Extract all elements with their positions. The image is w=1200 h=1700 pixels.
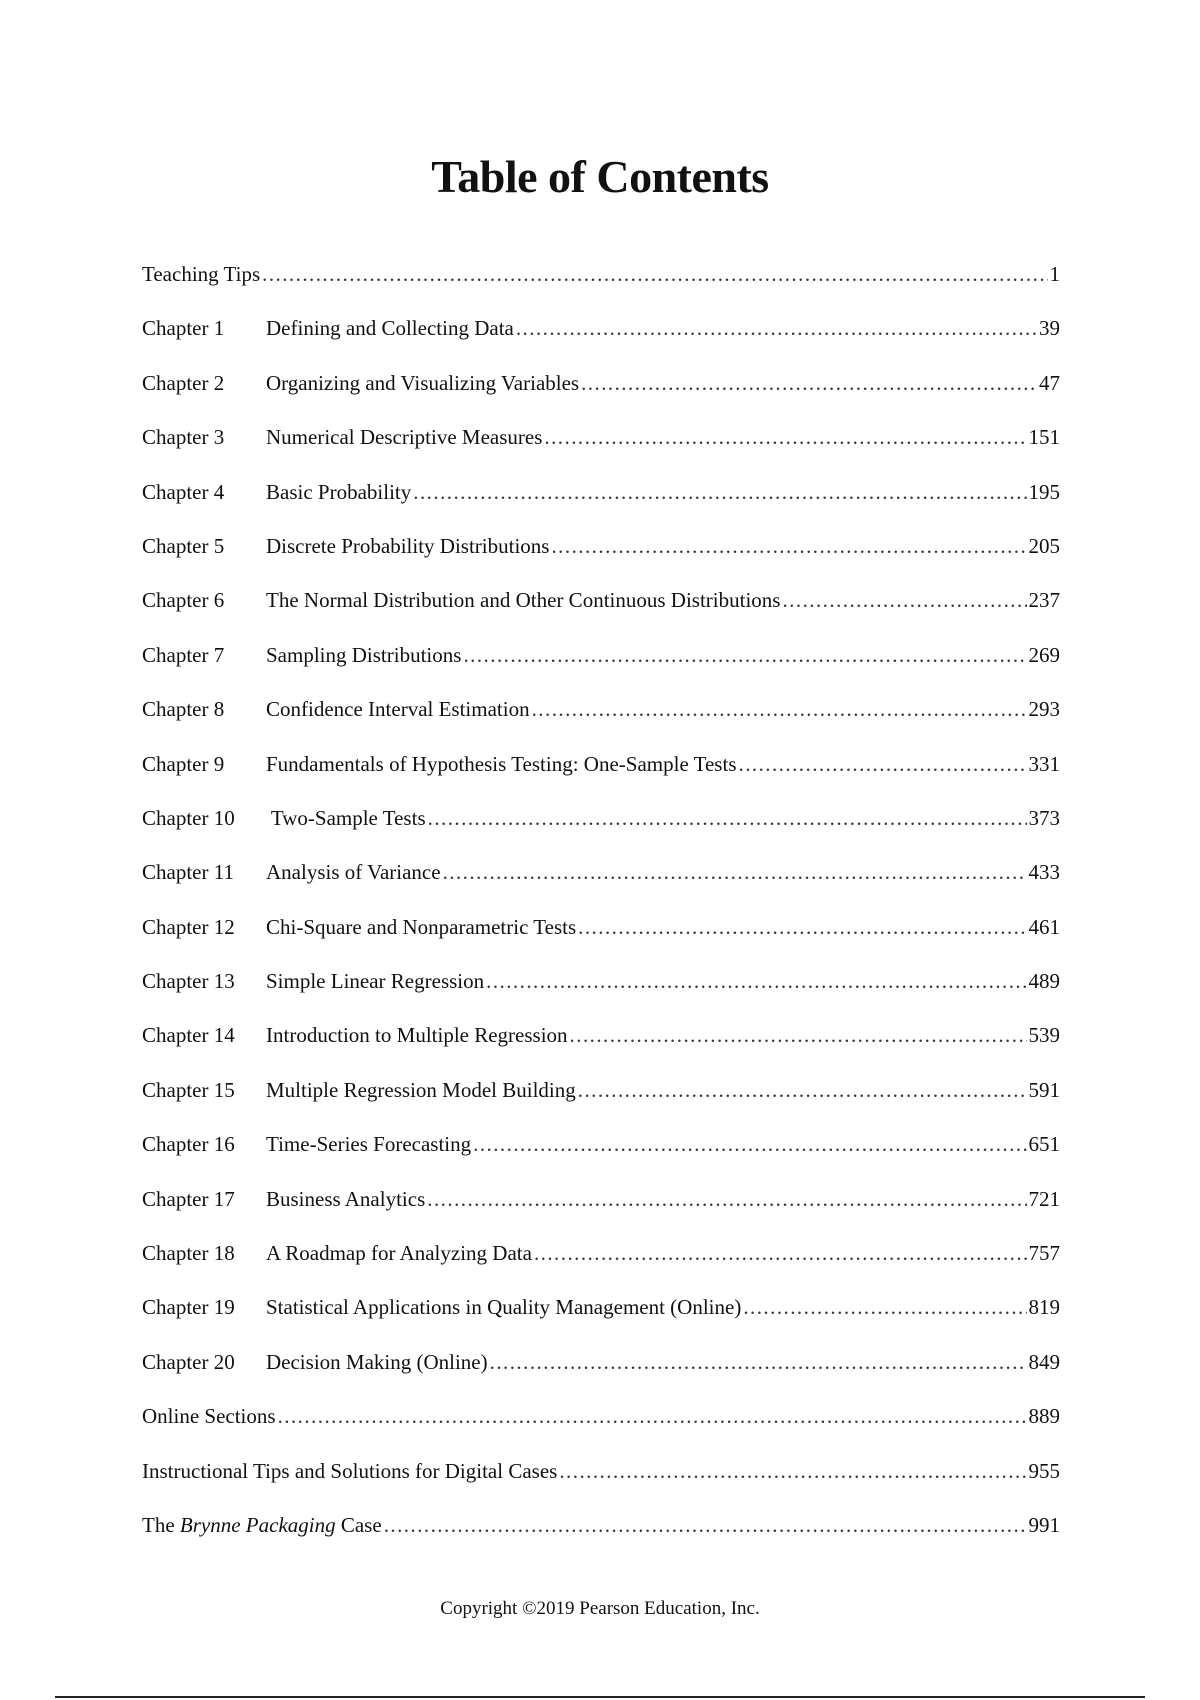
toc-page-number: 757 (1028, 1241, 1060, 1266)
toc-entry[interactable] (142, 860, 1060, 914)
dot-leader (578, 915, 1026, 940)
toc-page-number: 1 (1049, 262, 1060, 286)
toc-chapter-label: Chapter 7 (142, 642, 225, 667)
toc-chapter-label: Chapter 2 (142, 370, 225, 395)
toc-entry-title: Decision Making (Online) (266, 1349, 488, 1374)
toc-entry-brynne-case[interactable] (142, 1513, 1060, 1567)
toc-entry-title: Organizing and Visualizing Variables (266, 370, 580, 395)
bottom-rule (55, 1696, 1145, 1698)
toc-entry-title: Simple Linear Regression (266, 969, 485, 994)
toc-chapter-label: Chapter 20 (142, 1349, 235, 1374)
dot-leader (463, 643, 1026, 668)
dot-leader (782, 588, 1026, 613)
dot-leader (578, 1078, 1027, 1103)
dot-leader (581, 371, 1037, 396)
toc-page-number: 591 (1028, 1077, 1060, 1102)
dot-leader (443, 860, 1027, 885)
toc-entry[interactable] (142, 588, 1060, 642)
dot-leader (516, 316, 1037, 341)
toc-entry-prefix: The (142, 1512, 180, 1537)
toc-entry[interactable] (142, 425, 1060, 479)
toc-chapter-label: Chapter 1 (142, 316, 225, 341)
toc-entry-title: The Normal Distribution and Other Continuous Distributions (266, 588, 781, 613)
dot-leader (428, 806, 1027, 831)
dot-leader (551, 534, 1026, 559)
toc-chapter-label: Chapter 13 (142, 969, 235, 994)
toc-entry-title: A Roadmap for Analyzing Data (266, 1241, 532, 1266)
dot-leader (739, 752, 1027, 777)
toc-page-number: 373 (1028, 805, 1060, 830)
toc-entry-italic-title: Brynne Packaging (179, 1512, 336, 1537)
toc-chapter-label: Chapter 10 (142, 805, 235, 830)
page-title: Table of Contents (431, 151, 769, 202)
toc-chapter-label: Chapter 4 (142, 479, 225, 504)
toc-entry[interactable] (142, 643, 1060, 697)
toc-entry[interactable] (142, 915, 1060, 969)
dot-leader (384, 1513, 1027, 1538)
toc-entry-title: Fundamentals of Hypothesis Testing: One-Sample Tests (266, 751, 737, 776)
toc-page-number: 293 (1028, 697, 1060, 722)
toc-entry-title: Defining and Collecting Data (266, 316, 514, 341)
toc-entry[interactable] (142, 752, 1060, 806)
dot-leader (534, 1241, 1027, 1266)
toc-entry[interactable] (142, 316, 1060, 370)
toc-entry[interactable] (142, 534, 1060, 588)
toc-page-number: 331 (1028, 751, 1060, 776)
toc-entry[interactable] (142, 969, 1060, 1023)
toc-entry[interactable] (142, 480, 1060, 534)
table-of-contents (142, 262, 1060, 1567)
toc-entry-title: Time-Series Forecasting (266, 1132, 472, 1157)
toc-page-number: 539 (1028, 1023, 1060, 1048)
toc-entry[interactable] (142, 1459, 1060, 1513)
dot-leader (743, 1295, 1026, 1320)
toc-chapter-label: Chapter 6 (142, 588, 225, 613)
toc-page-number: 721 (1028, 1186, 1060, 1211)
toc-entry-title: Discrete Probability Distributions (266, 533, 550, 558)
toc-entry-title: Analysis of Variance (266, 860, 441, 885)
toc-entry-title: Statistical Applications in Quality Management (Online) (266, 1295, 742, 1320)
toc-entry-title: Introduction to Multiple Regression (266, 1023, 568, 1048)
toc-entry[interactable] (142, 697, 1060, 751)
toc-page-number: 461 (1028, 914, 1060, 939)
toc-entry[interactable] (142, 262, 1060, 316)
toc-entry[interactable] (142, 1078, 1060, 1132)
toc-chapter-label: Chapter 9 (142, 751, 225, 776)
toc-chapter-label: Chapter 8 (142, 697, 225, 722)
toc-page-number: 47 (1039, 370, 1060, 395)
dot-leader (278, 1404, 1027, 1429)
toc-page-number: 205 (1028, 533, 1060, 558)
toc-entry-title: Chi-Square and Nonparametric Tests (266, 914, 577, 939)
toc-page-number: 269 (1028, 642, 1060, 667)
toc-entry-title: Two-Sample Tests (266, 805, 426, 830)
toc-page-number: 991 (1028, 1512, 1060, 1537)
dot-leader (570, 1023, 1027, 1048)
toc-page-number: 489 (1028, 969, 1060, 994)
toc-entry-title: Multiple Regression Model Building (266, 1077, 576, 1102)
toc-entry-title: Basic Probability (266, 479, 412, 504)
toc-entry-title: Business Analytics (266, 1186, 426, 1211)
dot-leader (427, 1187, 1026, 1212)
dot-leader (262, 262, 1047, 287)
toc-entry-title: Sampling Distributions (266, 642, 462, 667)
toc-page-number: 955 (1028, 1458, 1060, 1483)
toc-page-number: 819 (1028, 1295, 1060, 1320)
dot-leader (473, 1132, 1026, 1157)
toc-chapter-label: Chapter 16 (142, 1132, 235, 1157)
toc-page-number: 39 (1039, 316, 1060, 341)
toc-page-number: 237 (1028, 588, 1060, 613)
toc-page-number: 151 (1028, 425, 1060, 450)
toc-entry-title: Numerical Descriptive Measures (266, 425, 543, 450)
toc-chapter-label: Chapter 5 (142, 533, 225, 558)
toc-page-number: 849 (1028, 1349, 1060, 1374)
dot-leader (490, 1350, 1027, 1375)
toc-chapter-label: Chapter 3 (142, 425, 225, 450)
toc-entry[interactable] (142, 1132, 1060, 1186)
toc-entry[interactable] (142, 1350, 1060, 1404)
toc-entry-suffix: Case (335, 1512, 382, 1537)
toc-entry[interactable] (142, 1295, 1060, 1349)
toc-page-number: 651 (1028, 1132, 1060, 1157)
toc-chapter-label: Chapter 17 (142, 1186, 235, 1211)
copyright-footer: Copyright ©2019 Pearson Education, Inc. (440, 1598, 760, 1619)
toc-entry-title (142, 1513, 382, 1538)
dot-leader (413, 480, 1026, 505)
toc-entry-title: Confidence Interval Estimation (266, 697, 530, 722)
toc-chapter-label: Chapter 14 (142, 1023, 235, 1048)
toc-entry-title: Online Sections (142, 1404, 276, 1429)
toc-entry-title: Instructional Tips and Solutions for Digital Cases (142, 1458, 558, 1483)
toc-entry-title: Teaching Tips (142, 262, 261, 286)
toc-page-number: 195 (1028, 479, 1060, 504)
toc-chapter-label: Chapter 11 (142, 860, 234, 885)
dot-leader (559, 1459, 1026, 1484)
toc-entry[interactable] (142, 1187, 1060, 1241)
toc-page-number: 433 (1028, 860, 1060, 885)
toc-entry[interactable] (142, 1241, 1060, 1295)
toc-page-number: 889 (1028, 1404, 1060, 1429)
toc-entry[interactable] (142, 806, 1060, 860)
dot-leader (532, 697, 1027, 722)
toc-chapter-label: Chapter 18 (142, 1241, 235, 1266)
toc-entry[interactable] (142, 371, 1060, 425)
toc-chapter-label: Chapter 15 (142, 1077, 235, 1102)
toc-entry[interactable] (142, 1023, 1060, 1077)
dot-leader (486, 969, 1026, 994)
toc-chapter-label: Chapter 19 (142, 1295, 235, 1320)
dot-leader (544, 425, 1026, 450)
toc-chapter-label: Chapter 12 (142, 914, 235, 939)
toc-entry[interactable] (142, 1404, 1060, 1458)
